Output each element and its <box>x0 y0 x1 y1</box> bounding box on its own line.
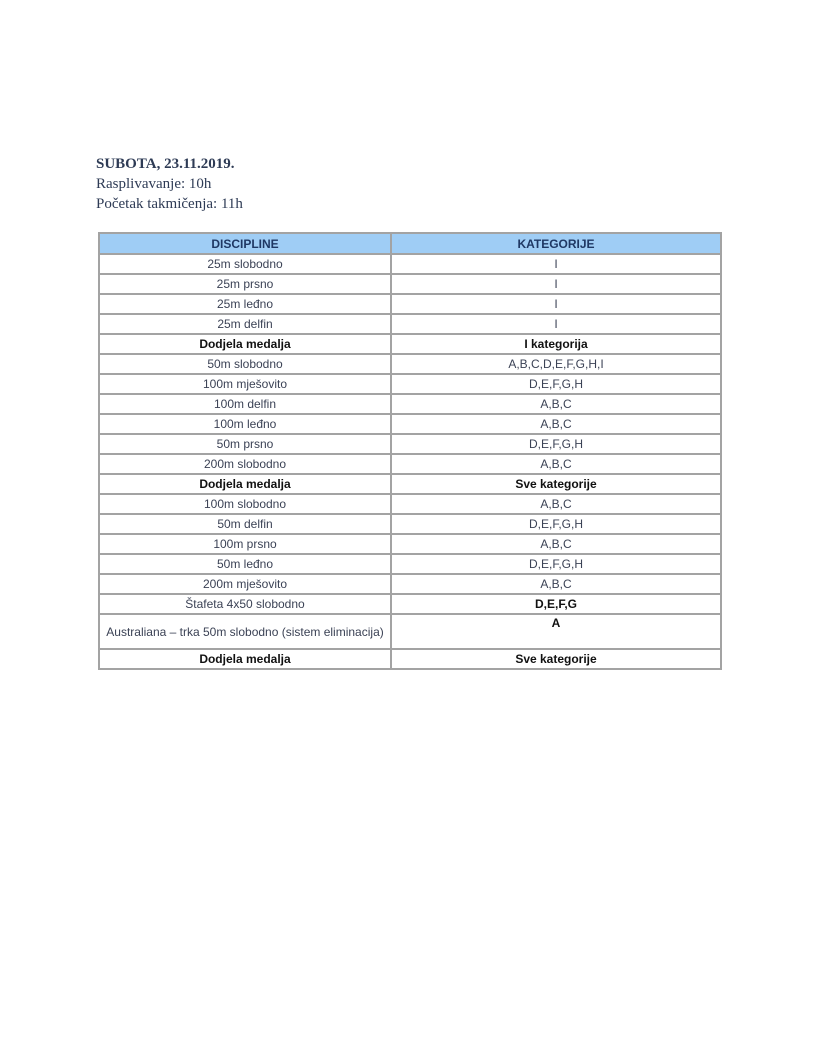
start-time: Početak takmičenja: 11h <box>96 196 243 212</box>
table-row <box>99 414 721 434</box>
discipline-cell: Dodjela medalja <box>99 649 391 669</box>
discipline-cell: 100m slobodno <box>99 494 391 514</box>
medal-ceremony-row <box>99 334 721 354</box>
category-cell: D,E,F,G,H <box>391 374 721 394</box>
schedule-table <box>98 232 722 670</box>
discipline-cell: 25m slobodno <box>99 254 391 274</box>
category-cell: A,B,C <box>391 534 721 554</box>
discipline-cell: 25m leđno <box>99 294 391 314</box>
discipline-cell: Štafeta 4x50 slobodno <box>99 594 391 614</box>
category-cell: A,B,C <box>391 494 721 514</box>
table-row <box>99 434 721 454</box>
warmup-time: Rasplivavanje: 10h <box>96 176 212 192</box>
discipline-cell: 50m delfin <box>99 514 391 534</box>
table-row <box>99 534 721 554</box>
table-row <box>99 254 721 274</box>
discipline-cell: Dodjela medalja <box>99 474 391 494</box>
category-cell: A,B,C <box>391 414 721 434</box>
discipline-cell: Australiana – trka 50m slobodno (sistem eliminacija) <box>99 614 391 649</box>
table-row <box>99 594 721 614</box>
day-title: SUBOTA, 23.11.2019. <box>96 156 235 172</box>
discipline-cell: 200m slobodno <box>99 454 391 474</box>
category-cell: Sve kategorije <box>391 649 721 669</box>
discipline-cell: 200m mješovito <box>99 574 391 594</box>
category-cell: A,B,C <box>391 574 721 594</box>
category-cell: D,E,F,G <box>391 594 721 614</box>
table-row <box>99 274 721 294</box>
category-cell: Sve kategorije <box>391 474 721 494</box>
category-cell: A,B,C <box>391 394 721 414</box>
medal-ceremony-row <box>99 474 721 494</box>
table-row <box>99 394 721 414</box>
discipline-cell: 50m leđno <box>99 554 391 574</box>
category-cell: D,E,F,G,H <box>391 554 721 574</box>
discipline-cell: 100m delfin <box>99 394 391 414</box>
table-row <box>99 294 721 314</box>
table-row <box>99 574 721 594</box>
table-row <box>99 614 721 649</box>
discipline-cell: 50m slobodno <box>99 354 391 374</box>
table-row <box>99 374 721 394</box>
discipline-cell: 25m prsno <box>99 274 391 294</box>
category-cell: D,E,F,G,H <box>391 434 721 454</box>
schedule-header <box>96 154 243 214</box>
table-row <box>99 454 721 474</box>
discipline-cell: 100m mješovito <box>99 374 391 394</box>
category-cell: A,B,C <box>391 454 721 474</box>
medal-ceremony-row <box>99 649 721 669</box>
discipline-cell: 25m delfin <box>99 314 391 334</box>
table-row <box>99 354 721 374</box>
table-row <box>99 494 721 514</box>
discipline-cell: 50m prsno <box>99 434 391 454</box>
category-cell: D,E,F,G,H <box>391 514 721 534</box>
discipline-cell: Dodjela medalja <box>99 334 391 354</box>
column-header-category: KATEGORIJE <box>391 233 721 254</box>
category-cell: I <box>391 294 721 314</box>
category-cell: I <box>391 274 721 294</box>
table-row <box>99 314 721 334</box>
category-cell: A,B,C,D,E,F,G,H,I <box>391 354 721 374</box>
discipline-cell: 100m prsno <box>99 534 391 554</box>
category-cell: I kategorija <box>391 334 721 354</box>
category-cell: A <box>391 614 721 649</box>
category-cell: I <box>391 314 721 334</box>
column-header-discipline: DISCIPLINE <box>99 233 391 254</box>
table-header-row <box>99 233 721 254</box>
table-row <box>99 514 721 534</box>
table-row <box>99 554 721 574</box>
discipline-cell: 100m leđno <box>99 414 391 434</box>
category-cell: I <box>391 254 721 274</box>
